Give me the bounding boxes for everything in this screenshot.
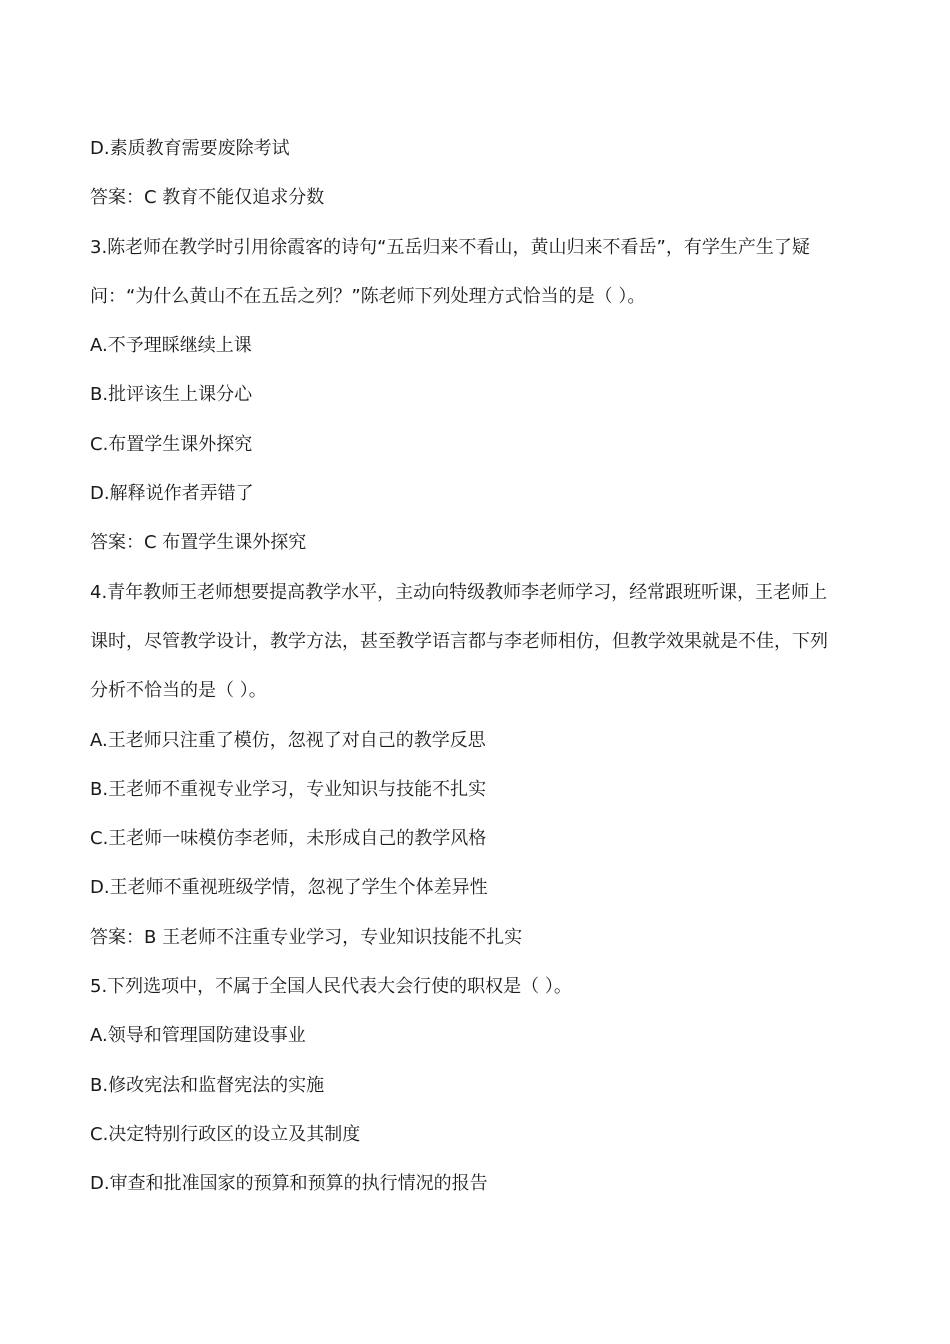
q4-stem-line-3: 分析不恰当的是（ ）。	[90, 680, 267, 702]
page-content	[90, 124, 880, 1209]
q5-option-b: B.修改宪法和监督宪法的实施	[90, 1074, 325, 1096]
q4-option-c: C.王老师一味模仿李老师，未形成自己的教学风格	[90, 828, 487, 850]
q4-option-d: D.王老师不重视班级学情，忽视了学生个体差异性	[90, 877, 488, 899]
q3-option-b: B.批评该生上课分心	[90, 384, 253, 406]
q2-answer: 答案：C 教育不能仅追求分数	[90, 187, 325, 209]
q2-option-d: D.素质教育需要废除考试	[90, 138, 290, 159]
q5-option-c: C.决定特别行政区的设立及其制度	[90, 1123, 361, 1145]
q5-option-a: A.领导和管理国防建设事业	[90, 1025, 306, 1047]
q3-answer: 答案：C 布置学生课外探究	[90, 532, 307, 554]
q4-option-a: A.王老师只注重了模仿，忽视了对自己的教学反思	[90, 729, 486, 751]
q5-option-d: D.审查和批准国家的预算和预算的执行情况的报告	[90, 1173, 488, 1195]
q4-option-b: B.王老师不重视专业学习，专业知识与技能不扎实	[90, 778, 487, 800]
q3-option-d: D.解释说作者弄错了	[90, 483, 254, 505]
q4-stem-line-2: 课时，尽管教学设计，教学方法，甚至教学语言都与李老师相仿，但教学效果就是不佳，下列	[90, 630, 828, 652]
q3-stem-line-1: 3.陈老师在教学时引用徐霞客的诗句“五岳归来不看山，黄山归来不看岳”，有学生产生了疑	[90, 236, 810, 258]
q5-stem: 5.下列选项中，不属于全国人民代表大会行使的职权是（ ）。	[90, 976, 572, 998]
q4-answer: 答案：B 王老师不注重专业学习，专业知识技能不扎实	[90, 926, 523, 948]
q3-option-c: C.布置学生课外探究	[90, 433, 253, 455]
q4-stem-line-1: 4.青年教师王老师想要提高教学水平，主动向特级教师李老师学习，经常跟班听课，王老师上	[90, 581, 828, 603]
q3-option-a: A.不予理睬继续上课	[90, 335, 252, 357]
q3-stem-line-2: 问：“为什么黄山不在五岳之列？”陈老师下列处理方式恰当的是（ ）。	[90, 285, 646, 307]
